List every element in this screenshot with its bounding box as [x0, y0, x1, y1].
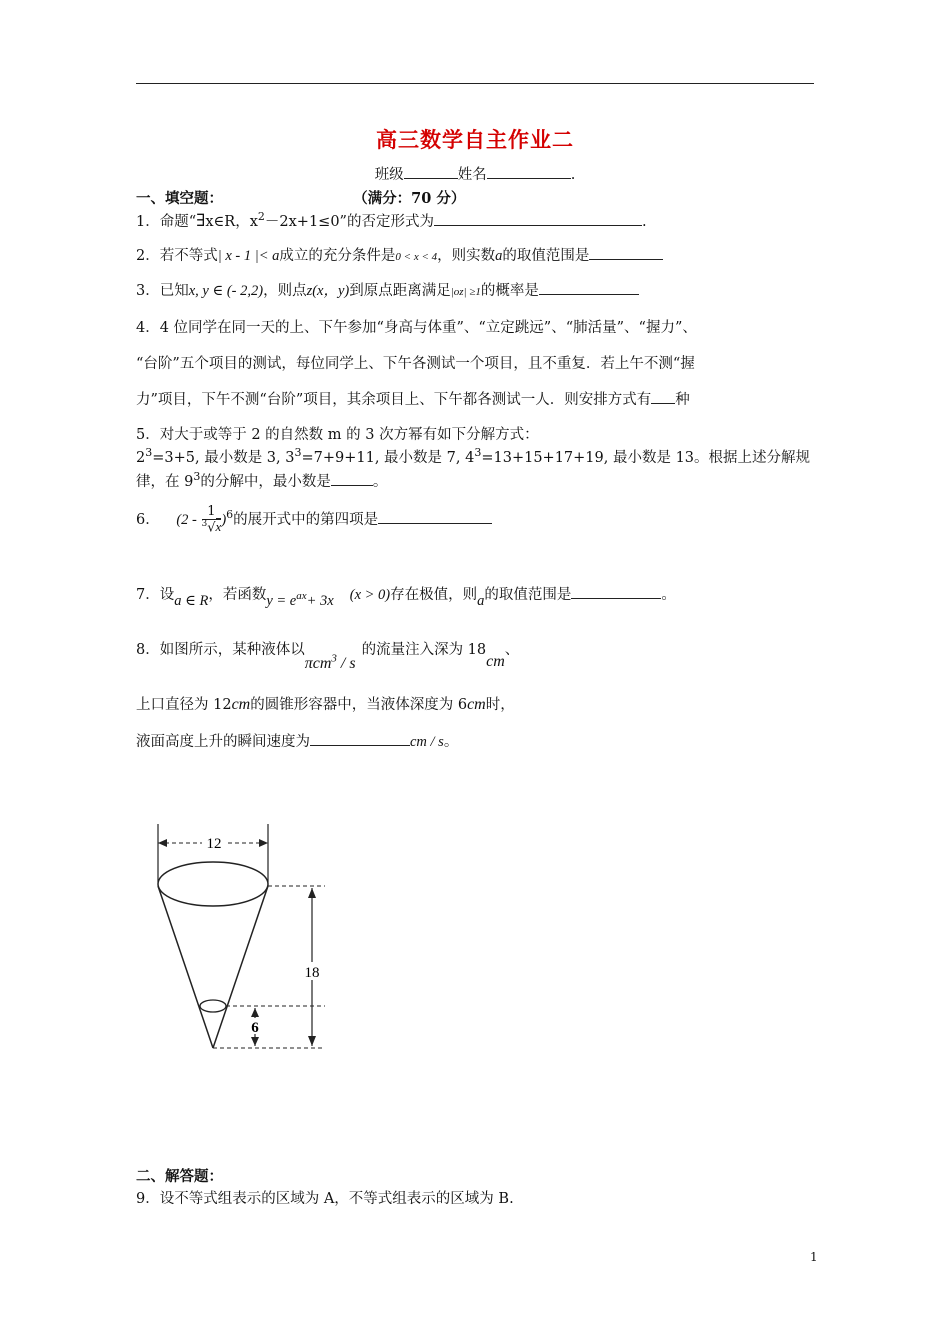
q5-3-exp: 3 [193, 470, 201, 484]
q1-pre: 1．命题“ [136, 214, 197, 230]
q5-end: 。 [372, 474, 388, 490]
name-blank[interactable] [487, 164, 571, 179]
q4-line2: “台阶”五个项目的测试，每位同学上、下午各测试一个项目，且不重复．若上午不测“握 [136, 356, 695, 372]
q6-post: 的展开式中的第四项是 [233, 511, 379, 528]
q6-exp: 6 [226, 507, 234, 521]
arrow-left [158, 839, 167, 847]
q3-abs: |oz| ≥1 [450, 286, 481, 298]
q1-post: －2x+1≤0”的否定形式为 [264, 214, 434, 230]
q7-var: a [477, 593, 485, 609]
q7-end: 的取值范围是 [484, 587, 572, 603]
section1-heading [136, 187, 465, 208]
q6-root-index: 3 [201, 518, 208, 529]
q6-denominator: $^3$√x [201, 518, 222, 535]
q5-line1: 5．对大于或等于 2 的自然数 m 的 3 次方幂有如下分解方式： [136, 427, 539, 443]
q8-line2 [136, 693, 515, 714]
q8-unit1: cm [486, 653, 505, 670]
label-depth: 6 [251, 1020, 259, 1036]
q2-pre: 2．若不等式 [136, 248, 218, 264]
q5-2b-exp: 3 [294, 446, 302, 460]
question-6 [136, 505, 492, 535]
q8-2a: 上口直径为 12 [136, 697, 232, 713]
arrow-down-18 [308, 1036, 316, 1046]
q4-answer-blank[interactable] [651, 389, 675, 404]
q3-point: z(x，y) [306, 283, 350, 299]
q5-2c: =7+9+11, 最小数是 7, 4 [301, 450, 475, 466]
page-title: 高三数学自主作业二 [376, 127, 574, 152]
q6-answer-blank[interactable] [378, 509, 492, 524]
question-7 [136, 583, 676, 609]
question-1 [136, 210, 647, 231]
q7-func: y = e [266, 593, 297, 609]
student-info-line [0, 163, 950, 184]
q3-answer-blank[interactable] [539, 280, 639, 295]
q2-inequality: | x - 1 |< a [217, 248, 280, 264]
q8-unit3: cm [467, 696, 486, 713]
q8-2b: 的圆锥形容器中，当液体深度为 6 [250, 697, 468, 713]
cone-left-edge [158, 886, 213, 1048]
q4-line1: 4．4 位同学在同一天的上、下午参加“身高与体重”、“立定跳远”、“肺活量”、“握力”、 [136, 320, 697, 336]
cone-figure [140, 822, 340, 1052]
arrow-right [259, 839, 268, 847]
cone-top-ellipse [158, 862, 268, 906]
q3-end: 的概率是 [480, 283, 539, 299]
q7-post: 存在极值，则 [390, 587, 478, 603]
q7-condition: a ∈ R [174, 593, 209, 609]
q2-var: a [495, 248, 503, 264]
section1-score: （满分：70 分） [353, 190, 466, 207]
q5-2b: =3+5, 最小数是 3, 3 [152, 450, 295, 466]
class-label: 班级 [374, 167, 404, 183]
q1-answer-blank[interactable] [434, 211, 642, 226]
q6-numerator: 1 [202, 505, 222, 520]
q5-2c-exp: 3 [474, 446, 482, 460]
liquid-surface-ellipse [200, 1000, 226, 1012]
q8-rate-unit: / s [340, 655, 356, 672]
q5-2d: =13+15+17+19, 最小数是 13。根据上述分解规 [481, 450, 811, 466]
q7-func-tail: + 3x [306, 593, 334, 609]
q2-post: ，则实数 [437, 248, 496, 264]
q8-3a: 液面高度上升的瞬间速度为 [136, 734, 310, 750]
q8-line1 [136, 638, 520, 672]
q5-line3 [136, 470, 387, 491]
q1-end: . [641, 214, 647, 230]
q2-mid: 成立的充分条件是 [279, 248, 396, 264]
q4-end: 种 [675, 392, 690, 408]
q7-domain: (x > 0) [349, 587, 391, 603]
name-label: 姓名 [457, 167, 487, 183]
q6-fraction [202, 505, 222, 535]
q7-pre: 7．设 [136, 587, 175, 603]
arrow-up-18 [308, 888, 316, 898]
q3-mid2: 到原点距离满足 [349, 283, 451, 299]
header-rule [136, 83, 814, 84]
q2-condition: 0 < x < 4 [395, 251, 438, 263]
q5-3b: 的分解中，最小数是 [200, 474, 331, 490]
question-3 [136, 279, 639, 300]
q4-line3 [136, 388, 690, 409]
q2-end: 的取值范围是 [502, 248, 590, 264]
q3-mid: ，则点 [263, 283, 307, 299]
arrow-down-6 [251, 1037, 259, 1046]
q8-end1: 、 [504, 642, 520, 658]
q7-answer-blank[interactable] [571, 584, 661, 599]
q8-line3 [136, 730, 458, 751]
q3-pre: 3．已知 [136, 283, 189, 299]
q8-mid: 的流量注入深为 18 [361, 642, 487, 658]
question-2 [136, 244, 663, 265]
q6-rparen: ) [221, 511, 227, 528]
q4-line3-text: 力”项目，下午不测“台阶”项目，其余项目上、下午都各测试一人．则安排方式有 [136, 392, 652, 408]
page-number: 1 [810, 1250, 818, 1264]
q5-2a: 2 [136, 450, 146, 466]
section1-title: 一、填空题： [136, 190, 223, 207]
q1-mid: x∈R，x [205, 214, 258, 230]
arrow-up-6 [251, 1008, 259, 1017]
label-height: 18 [304, 965, 320, 981]
q8-2c: 时， [485, 697, 515, 713]
q8-answer-blank[interactable] [310, 731, 410, 746]
q1-exp: 2 [257, 210, 265, 224]
q5-line2 [136, 446, 810, 467]
q5-3a: 律，在 9 [136, 474, 194, 490]
q7-mid: ，若函数 [208, 587, 267, 603]
q6-lparen: (2 - [176, 511, 197, 528]
q8-unit4: cm / s [410, 734, 444, 750]
q8-rate: πcm [304, 655, 332, 672]
end-punct: . [570, 167, 576, 183]
q3-condition: x, y ∈ (- 2,2) [188, 283, 264, 299]
q6-pre: 6． [136, 511, 160, 528]
q2-answer-blank[interactable] [589, 245, 663, 260]
q8-rate-exp: 3 [331, 652, 337, 665]
question-9: 9．设不等式组表示的区域为 A，不等式组表示的区域为 B. [136, 1191, 514, 1207]
q7-end2: 。 [661, 587, 676, 603]
q8-pre: 8．如图所示，某种液体以 [136, 642, 305, 658]
label-diameter: 12 [206, 836, 222, 852]
exists-symbol: ∃ [196, 211, 206, 231]
q8-unit2: cm [231, 696, 251, 713]
q8-end: 。 [443, 734, 459, 750]
q5-2a-exp: 3 [145, 446, 153, 460]
q6-radicand: x [215, 518, 222, 534]
q7-func-exp: ax [296, 590, 307, 603]
q5-answer-blank[interactable] [331, 471, 373, 486]
class-blank[interactable] [404, 164, 458, 179]
section2-heading: 二、解答题： [136, 1168, 223, 1185]
